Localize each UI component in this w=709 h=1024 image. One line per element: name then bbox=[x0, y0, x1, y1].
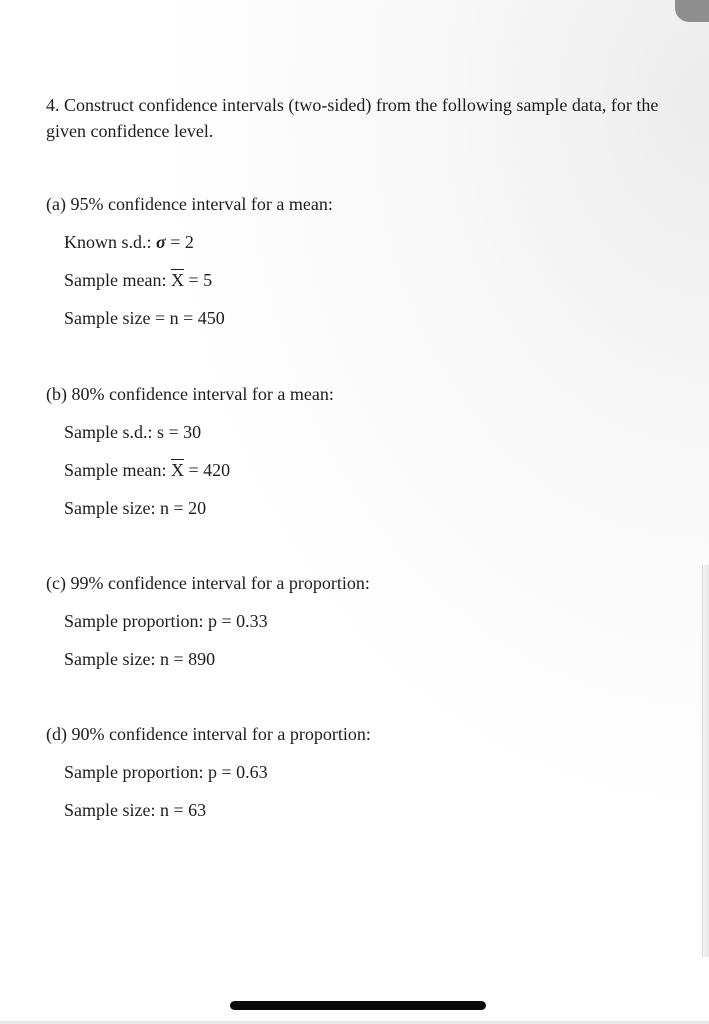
part-a-sample-mean bbox=[64, 269, 212, 291]
part-a-sd-label: Known s.d.: bbox=[64, 232, 152, 252]
part-c-title: (c) 99% confidence interval for a proportion: bbox=[46, 573, 370, 593]
corner-tab[interactable] bbox=[675, 0, 709, 22]
part-a-sample-size: Sample size = n = 450 bbox=[64, 308, 225, 328]
right-page-edge bbox=[702, 565, 709, 957]
part-b-mean-value: = 420 bbox=[188, 460, 231, 480]
part-a-known-sd bbox=[64, 231, 194, 253]
part-d-sample-proportion: Sample proportion: p = 0.63 bbox=[64, 762, 268, 782]
part-b-sample-size: Sample size: n = 20 bbox=[64, 498, 207, 518]
sigma-symbol: σ bbox=[156, 232, 166, 252]
question-heading: 4. Construct confidence intervals (two-sided) from the following sample data, for the given confidence level. bbox=[46, 95, 659, 141]
part-a-title: (a) 95% confidence interval for a mean: bbox=[46, 194, 333, 214]
home-indicator[interactable] bbox=[230, 1001, 486, 1010]
part-d-title: (d) 90% confidence interval for a proportion: bbox=[46, 724, 371, 744]
part-c-sample-size: Sample size: n = 890 bbox=[64, 649, 216, 669]
part-b-mean-label: Sample mean: bbox=[64, 460, 167, 480]
part-c-sample-proportion: Sample proportion: p = 0.33 bbox=[64, 611, 268, 631]
part-b-title: (b) 80% confidence interval for a mean: bbox=[46, 384, 334, 404]
part-b-sample-sd: Sample s.d.: s = 30 bbox=[64, 422, 202, 442]
part-b-sample-mean bbox=[64, 459, 230, 481]
part-d-sample-size: Sample size: n = 63 bbox=[64, 800, 207, 820]
part-a-mean-label: Sample mean: bbox=[64, 270, 167, 290]
x-bar-symbol: $\overline{X}$ bbox=[170, 460, 184, 480]
x-bar-symbol: $\overline{X}$ bbox=[170, 270, 184, 290]
part-a-sd-value: = 2 bbox=[170, 232, 194, 252]
part-a-mean-value: = 5 bbox=[188, 270, 213, 290]
